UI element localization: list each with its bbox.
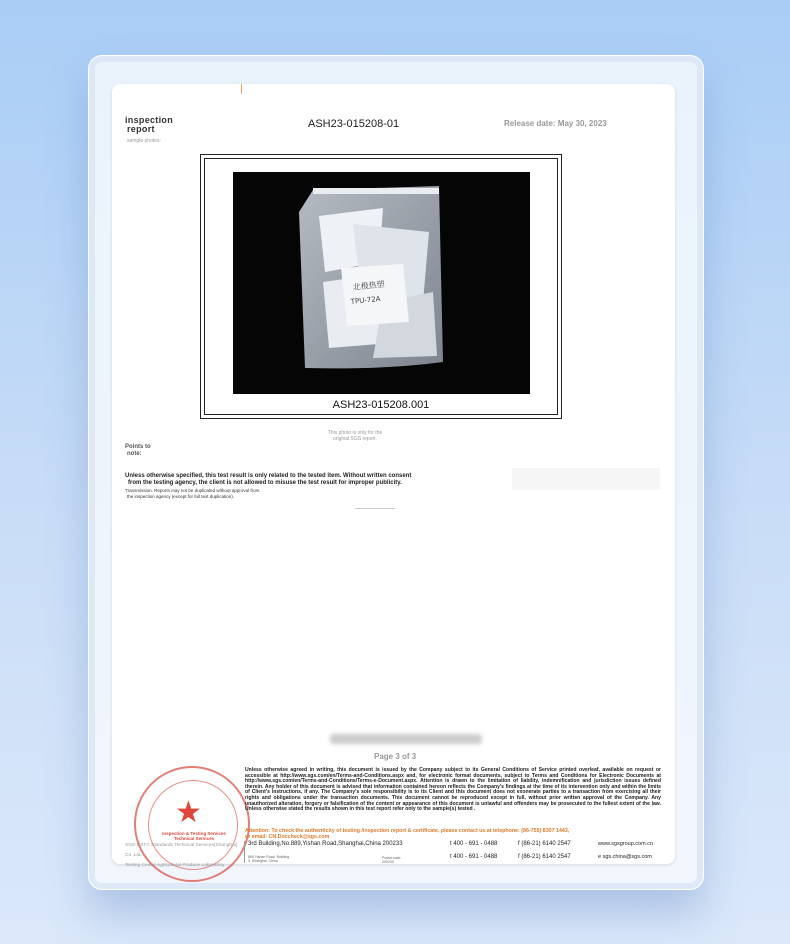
title-line-1: inspection [125,115,174,125]
report-subtitle: sample photos: [127,138,161,144]
points-line-1: Points to [125,444,151,450]
transmission-line-1: Transmission. Reports may not be duplicated without approval from [125,488,260,493]
report-page [112,84,675,868]
photo-note [305,430,405,442]
telephone-1: t 400 - 691 - 0488 [450,841,498,847]
page-number: Page 3 of 3 [374,752,417,761]
blurred-company-name [330,734,482,744]
sample-photo-frame [200,154,562,419]
usage-notice-line-2: from the testing agency, the client is not allowed to misuse the test result for improper publicity. [128,480,402,486]
company-address-alt [248,855,289,863]
seal-text-line-1: Inspection & Testing Services [162,831,226,836]
photo-note-line-1: This photo is only for the [327,430,383,436]
company-name [125,841,245,871]
sample-photo-inner-border [204,158,558,415]
photo-caption: ASH23-015208.001 [332,399,430,411]
company-name-line-1: SGS-CSTC Standards Technical Services(Shanghai) Co.,Ltd. [125,843,238,858]
usage-notice-line-1: Unless otherwise specified, this test result is only related to the tested item. Without written consent [125,473,412,479]
company-name-line-2: Testing Center Agricultural Produce Laboratory [125,863,225,868]
sample-photo [233,172,530,394]
points-to-note [125,444,165,458]
email: e sgs.china@sgs.com [598,854,652,860]
report-number: ASH23-015208-01 [308,118,400,130]
company-address: 3rd Building,No.889,Yishan Road,Shanghai,China 200233 [248,841,403,847]
sample-bag-image [233,172,530,394]
postal-code [382,856,401,864]
report-title [125,116,173,134]
authenticity-notice [245,828,661,840]
address-alt-line-1: 889 Yishan Road, Building [248,855,290,859]
seal-text-line-2: Technical Services [173,836,215,841]
footer-divider [244,841,245,863]
seal-star-icon: ★ [175,796,202,829]
divider [355,508,395,509]
fax-2: f (86-21) 6140 2547 [518,854,571,860]
page-marker [241,84,242,94]
bag-label-line-1: 北极热塑 [352,279,386,292]
website: www.sgsgroup.com.cn [598,841,654,847]
fax-1: f (86-21) 6140 2547 [518,841,571,847]
bag-label-line-2: TPU-72A [350,294,381,306]
faint-bar [512,468,660,490]
telephone-2: t 400 - 691 - 0488 [450,854,498,860]
title-line-2: report [127,124,155,134]
address-alt-line-2: 3, Shanghai, China [248,859,278,863]
transmission-line-2: the inspection agency (except for full text duplication). [127,494,235,499]
usage-notice [125,473,485,487]
postal-code-label: Postal code: [382,856,402,860]
postal-code-value: 200233 [382,860,394,864]
legal-terms: Unless otherwise agreed in writing, this document is issued by the Company subject to its General Conditions of Service printed overleaf, available on request or accessible at http://www.sgs.com/en/Terms-and-Conditions.aspx and, for electronic format documents, subject to Terms and Conditions for Electronic Documents at http://www.sgs.com/en/Terms-and-Conditions/Terms-e-Document.aspx. Attention is drawn to the limitation of liability, indemnification and jurisdiction issues defined therein. Any holder of this document is advised that information contained hereon reflects the Company's findings at the time of its intervention only and within the limits of Client's instructions, if any. The Company's sole responsibility is to its Client and this document does not exonerate parties to a transaction from exercising all their rights and obligations under the transaction documents. This document cannot be reproduced except in full, without prior written approval of the Company. Any unauthorized alteration, forgery or falsification of the content or appearance of this document is unlawful and offenders may be prosecuted to the fullest extent of the law. Unless otherwise stated the results shown in this test report refer only to the sample(s) tested . [245,767,661,813]
seal-text [154,831,234,841]
authenticity-line-2: or email: CN.Doccheck@sgs.com [245,834,330,840]
release-date: Release date: May 30, 2023 [504,119,607,128]
authenticity-line-1: Attention: To check the authenticity of testing /inspection report & certificate, please contact us at telephone: (86-755) 8307 1443, [245,828,570,834]
photo-note-line-2: original SGS report. [333,436,377,442]
transmission-notice [125,488,325,500]
points-line-2: note: [127,451,142,457]
